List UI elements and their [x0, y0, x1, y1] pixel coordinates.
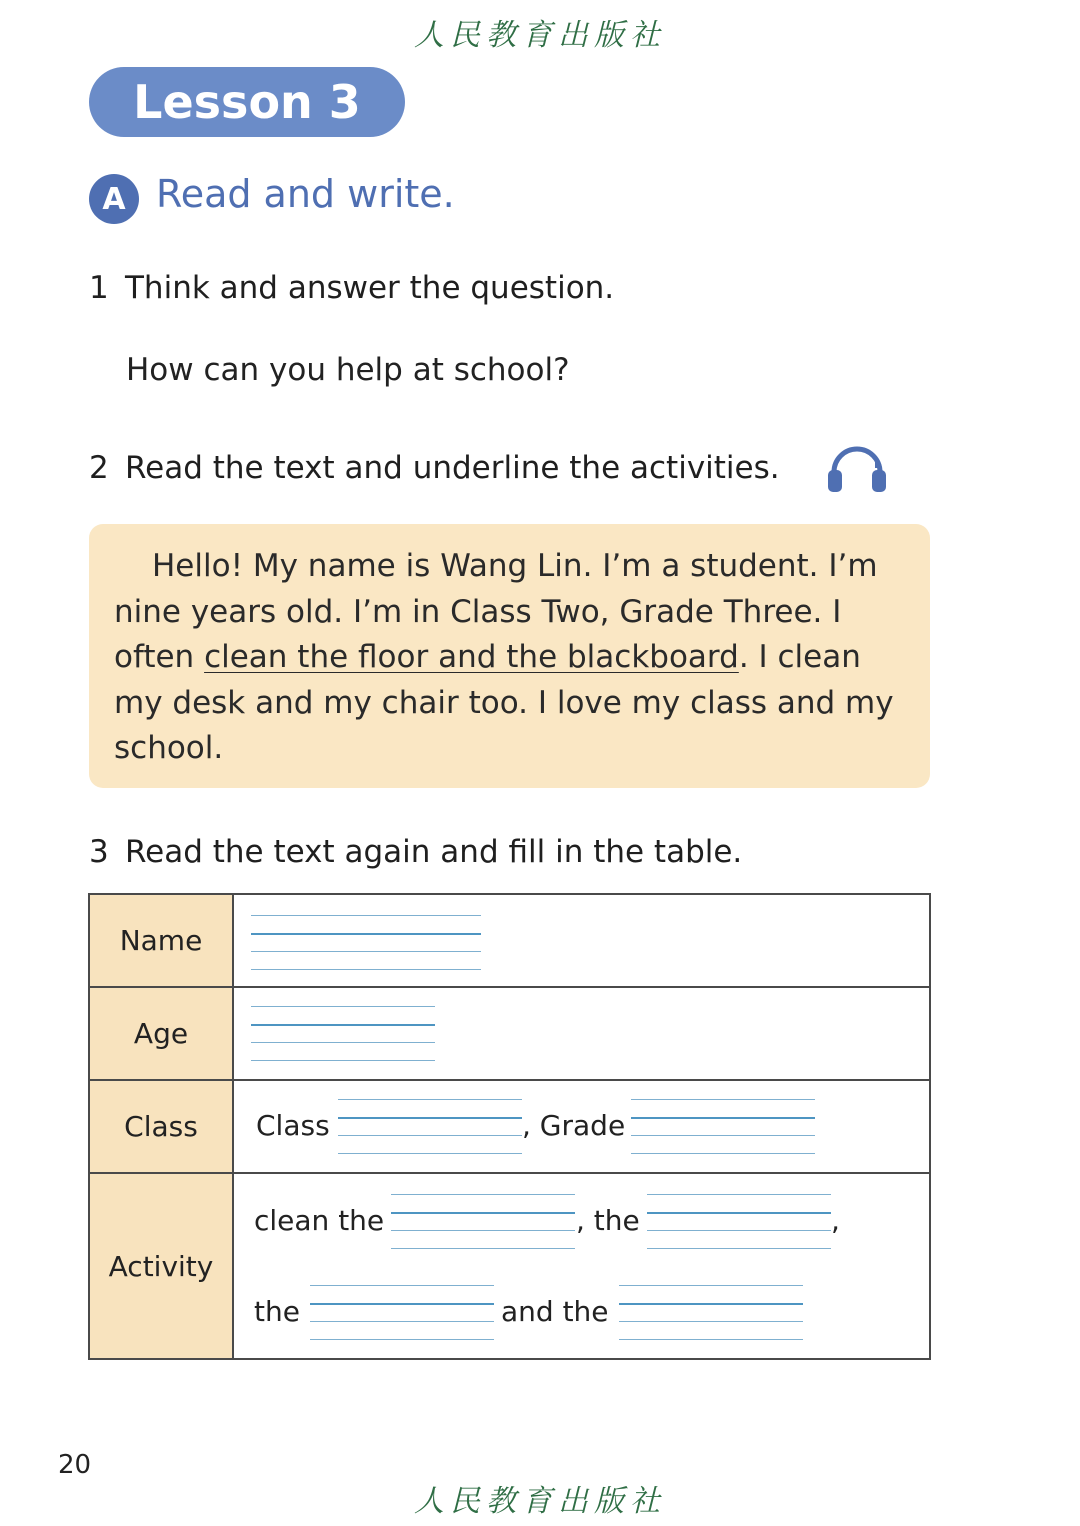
table-row-age — [89, 987, 930, 1080]
task-1-instruction: Think and answer the question. — [125, 270, 615, 306]
row-label-age: Age — [89, 987, 233, 1080]
activity-line1-a: clean the — [254, 1204, 385, 1237]
passage-underlined-activity: clean the floor and the blackboard — [204, 639, 739, 675]
grade-blank[interactable] — [631, 1099, 815, 1154]
task-1-question: How can you help at school? — [126, 352, 570, 388]
class-answer-cell — [233, 1080, 930, 1173]
task-1-heading — [89, 270, 614, 306]
age-blank[interactable] — [251, 1006, 435, 1061]
fill-in-table — [88, 893, 931, 1360]
passage-text-2: . I clean my desk and my chair too. I love my class and my school. — [114, 639, 894, 766]
name-blank[interactable] — [251, 915, 481, 970]
passage-text-1: Hello! My name is Wang Lin. I’m a student. I’m nine years old. I’m in Class Two, Grade Three. I often — [114, 548, 878, 675]
activity-blank-2[interactable] — [647, 1194, 831, 1249]
name-answer-cell — [233, 894, 930, 987]
grade-prefix: , Grade — [522, 1109, 626, 1142]
age-answer-cell — [233, 987, 930, 1080]
row-label-name: Name — [89, 894, 233, 987]
activity-answer-cell — [233, 1173, 930, 1359]
class-blank[interactable] — [338, 1099, 522, 1154]
activity-blank-3[interactable] — [310, 1285, 494, 1340]
reading-passage-box — [89, 524, 930, 788]
table-row-name — [89, 894, 930, 987]
activity-line1-c: , — [831, 1204, 840, 1237]
publisher-footer: 人民教育出版社 — [414, 1484, 666, 1519]
reading-passage — [114, 544, 914, 772]
headphones-icon[interactable] — [826, 446, 888, 494]
task-2-heading — [89, 450, 780, 486]
page-number: 20 — [58, 1450, 92, 1480]
section-badge: A — [89, 174, 139, 224]
row-label-activity: Activity — [89, 1173, 233, 1359]
section-title: Read and write. — [156, 172, 455, 216]
activity-blank-1[interactable] — [391, 1194, 575, 1249]
publisher-header: 人民教育出版社 — [414, 18, 666, 53]
task-2-instruction: Read the text and underline the activities. — [125, 450, 780, 486]
task-3-heading — [89, 834, 742, 870]
row-label-class: Class — [89, 1080, 233, 1173]
table-row-class — [89, 1080, 930, 1173]
table-row-activity — [89, 1173, 930, 1359]
activity-line2-b: and the — [501, 1295, 609, 1328]
activity-blank-4[interactable] — [619, 1285, 803, 1340]
class-prefix: Class — [256, 1109, 330, 1142]
task-3-instruction: Read the text again and fill in the table. — [125, 834, 743, 870]
task-1-number: 1 — [89, 270, 109, 306]
activity-line1-b: , the — [576, 1204, 640, 1237]
task-3-number: 3 — [89, 834, 109, 870]
task-2-number: 2 — [89, 450, 109, 486]
lesson-title: Lesson 3 — [89, 67, 405, 137]
activity-line2-a: the — [254, 1295, 300, 1328]
